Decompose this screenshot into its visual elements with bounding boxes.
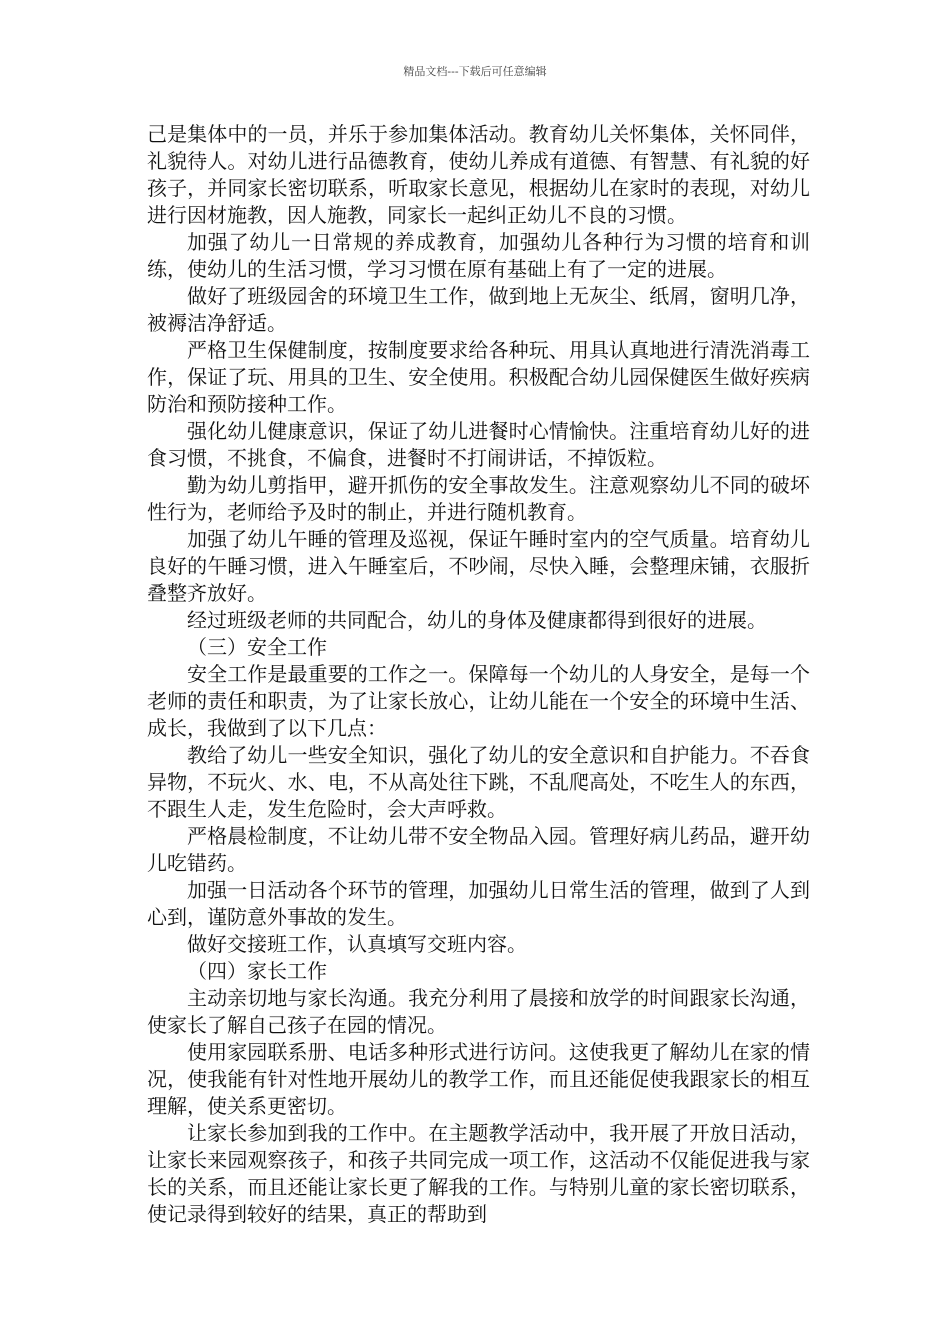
paragraph: 严格晨检制度，不让幼儿带不安全物品入园。管理好病儿药品，避开幼儿吃错药。 [147,824,810,875]
paragraph: 加强了幼儿午睡的管理及巡视，保证午睡时室内的空气质量。培育幼儿良好的午睡习惯，进入午睡室后，不吵闹，尽快入睡，会整理床铺，衣服折叠整齐放好。 [147,527,810,605]
section-heading-safety: （三）安全工作 [187,635,327,659]
paragraph: 让家长参加到我的工作中。在主题教学活动中，我开展了开放日活动，让家长来园观察孩子，和孩子共同完成一项工作，这活动不仅能促进我与家长的关系，而且还能让家长更了解我的工作。与特别儿童的家长密切联系，使记录得到较好的结果，真正的帮助到 [147,1121,810,1226]
document-body [147,121,810,1228]
paragraph: 经过班级老师的共同配合，幼儿的身体及健康都得到很好的进展。 [187,608,767,632]
section-heading-parents: （四）家长工作 [187,959,327,983]
paragraph: 严格卫生保健制度，按制度要求给各种玩、用具认真地进行清洗消毒工作，保证了玩、用具的卫生、安全使用。积极配合幼儿园保健医生做好疾病防治和预防接种工作。 [147,338,810,416]
paragraph: 使用家园联系册、电话多种形式进行访问。这使我更了解幼儿在家的情况，使我能有针对性地开展幼儿的教学工作，而且还能促使我跟家长的相互理解，使关系更密切。 [147,1040,810,1118]
paragraph: 做好了班级园舍的环境卫生工作，做到地上无灰尘、纸屑，窗明几净，被褥洁净舒适。 [147,284,810,335]
paragraph: 己是集体中的一员，并乐于参加集体活动。教育幼儿关怀集体，关怀同伴，礼貌待人。对幼儿进行品德教育，使幼儿养成有道德、有智慧、有礼貌的好孩子，并同家长密切联系，听取家长意见，根据幼儿在家时的表现，对幼儿进行因材施教，因人施教，同家长一起纠正幼儿不良的习惯。 [147,122,810,227]
page-header: 精品文档---下载后可任意编辑 [403,65,547,78]
paragraph: 加强一日活动各个环节的管理，加强幼儿日常生活的管理，做到了人到心到，谨防意外事故的发生。 [147,878,810,929]
paragraph: 安全工作是最重要的工作之一。保障每一个幼儿的人身安全，是每一个老师的责任和职责，为了让家长放心，让幼儿能在一个安全的环境中生活、成长，我做到了以下几点： [147,662,810,740]
paragraph: 做好交接班工作，认真填写交班内容。 [187,932,527,956]
paragraph: 主动亲切地与家长沟通。我充分利用了晨接和放学的时间跟家长沟通，使家长了解自己孩子在园的情况。 [147,986,810,1037]
paragraph: 勤为幼儿剪指甲，避开抓伤的安全事故发生。注意观察幼儿不同的破坏性行为，老师给予及时的制止，并进行随机教育。 [147,473,810,524]
paragraph: 强化幼儿健康意识，保证了幼儿进餐时心情愉快。注重培育幼儿好的进食习惯，不挑食，不偏食，进餐时不打闹讲话，不掉饭粒。 [147,419,810,470]
paragraph: 加强了幼儿一日常规的养成教育，加强幼儿各种行为习惯的培育和训练，使幼儿的生活习惯，学习习惯在原有基础上有了一定的进展。 [147,230,810,281]
paragraph: 教给了幼儿一些安全知识，强化了幼儿的安全意识和自护能力。不吞食异物，不玩火、水、电，不从高处往下跳，不乱爬高处，不吃生人的东西，不跟生人走，发生危险时，会大声呼救。 [147,743,810,821]
